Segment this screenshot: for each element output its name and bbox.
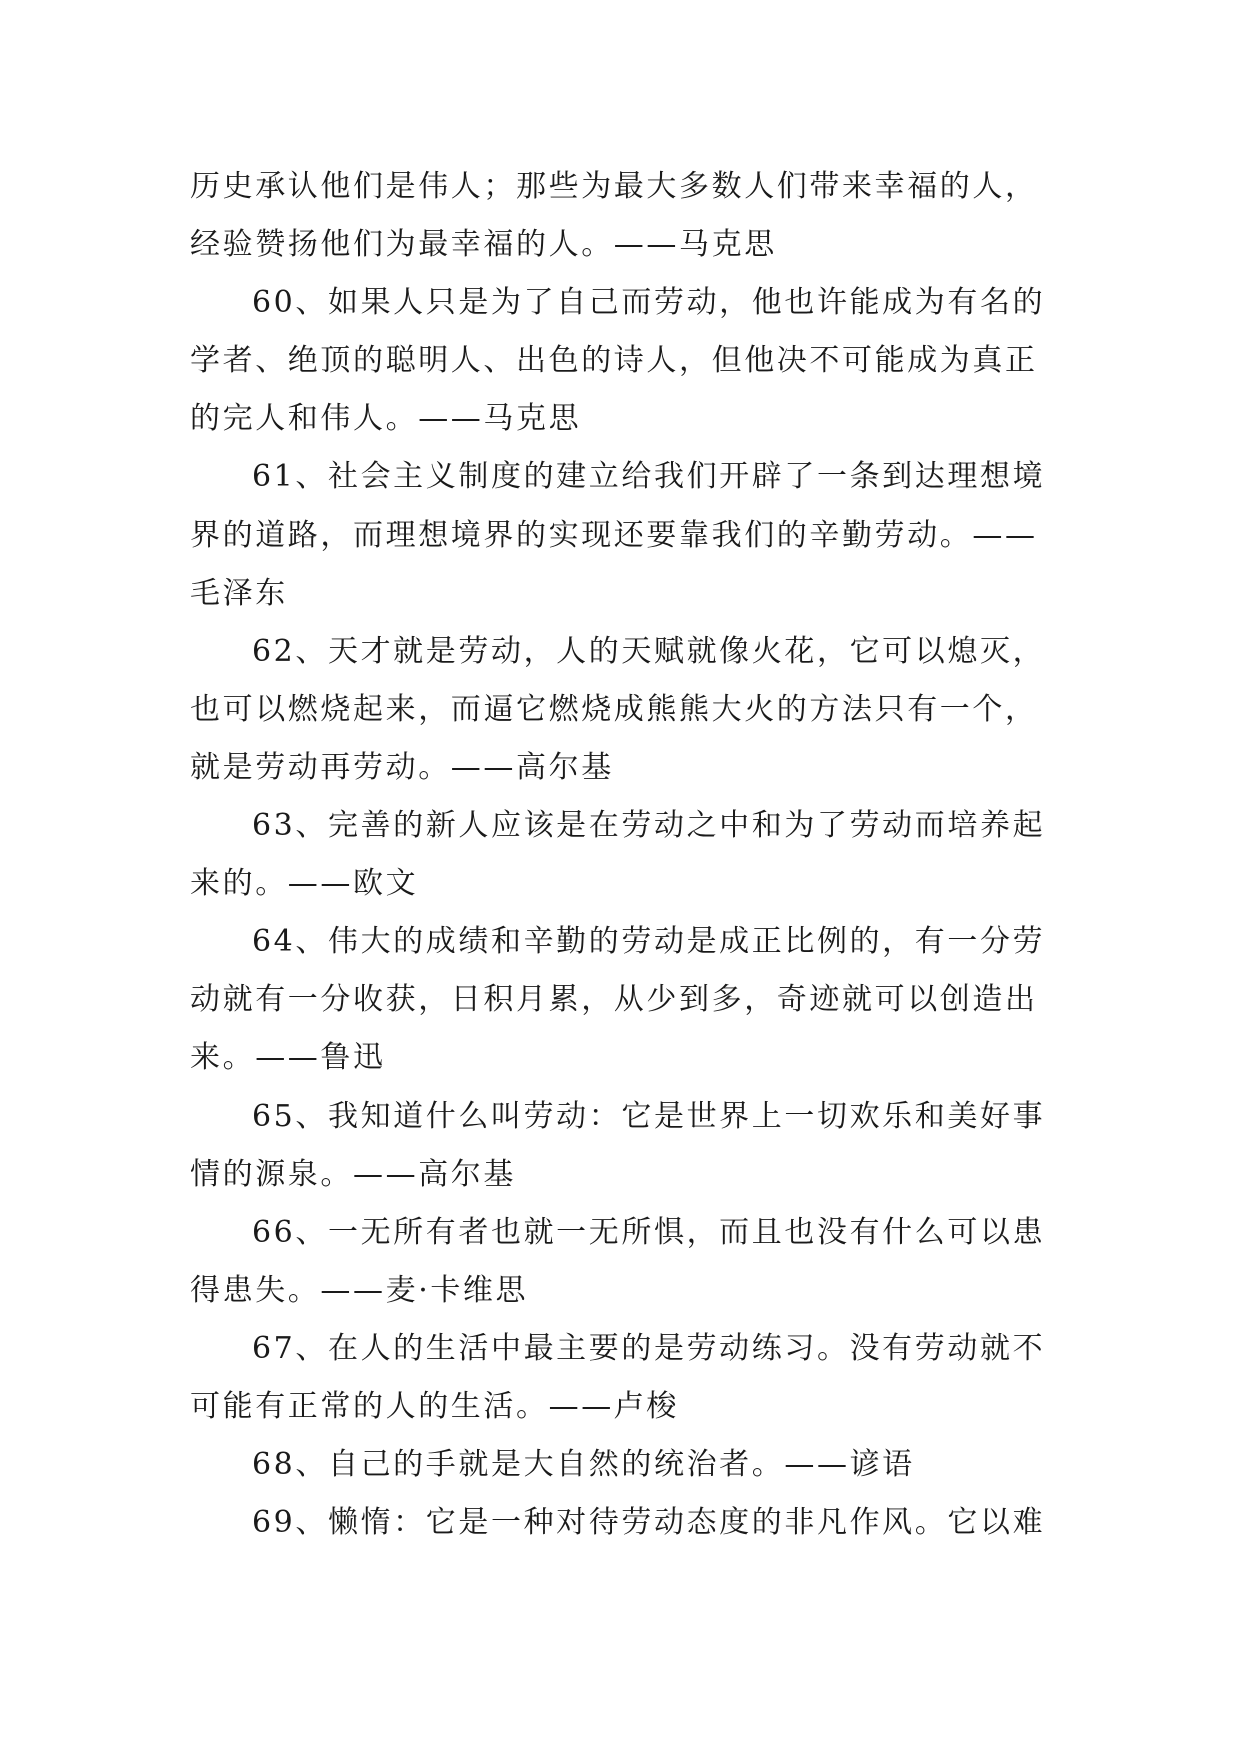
text-line: 68、自己的手就是大自然的统治者。——谚语 bbox=[252, 1447, 915, 1483]
text-line: 经验赞扬他们为最幸福的人。——马克思 bbox=[190, 227, 777, 263]
document-body bbox=[190, 158, 1070, 1552]
text-line: 得患失。——麦·卡维思 bbox=[190, 1272, 529, 1308]
text-line: 界的道路，而理想境界的实现还要靠我们的辛勤劳动。—— bbox=[190, 517, 1038, 553]
text-line: 67、在人的生活中最主要的是劳动练习。没有劳动就不 bbox=[252, 1330, 1046, 1366]
text-line: 来。——鲁迅 bbox=[190, 1040, 386, 1076]
text-line: 62、天才就是劳动，人的天赋就像火花，它可以熄灭， bbox=[252, 633, 1046, 669]
text-line: 69、懒惰：它是一种对待劳动态度的非凡作风。它以难 bbox=[252, 1505, 1046, 1541]
text-line: 毛泽东 bbox=[190, 575, 288, 611]
text-line: 63、完善的新人应该是在劳动之中和为了劳动而培养起 bbox=[252, 808, 1046, 844]
text-line: 65、我知道什么叫劳动：它是世界上一切欢乐和美好事 bbox=[252, 1098, 1046, 1134]
text-line: 可能有正常的人的生活。——卢梭 bbox=[190, 1388, 679, 1424]
text-line: 情的源泉。——高尔基 bbox=[190, 1156, 516, 1192]
text-line: 就是劳动再劳动。——高尔基 bbox=[190, 749, 614, 785]
text-line: 动就有一分收获，日积月累，从少到多，奇迹就可以创造出 bbox=[190, 982, 1038, 1018]
text-line: 60、如果人只是为了自己而劳动，他也许能成为有名的 bbox=[252, 285, 1046, 321]
text-line: 历史承认他们是伟人；那些为最大多数人们带来幸福的人， bbox=[190, 169, 1038, 204]
text-line: 61、社会主义制度的建立给我们开辟了一条到达理想境 bbox=[252, 459, 1046, 495]
text-line: 来的。——欧文 bbox=[190, 866, 419, 902]
text-line: 也可以燃烧起来，而逼它燃烧成熊熊大火的方法只有一个， bbox=[190, 691, 1038, 727]
text-line: 学者、绝顶的聪明人、出色的诗人，但他决不可能成为真正 bbox=[190, 343, 1038, 379]
text-line: 64、伟大的成绩和辛勤的劳动是成正比例的，有一分劳 bbox=[252, 924, 1046, 960]
text-line: 66、一无所有者也就一无所惧，而且也没有什么可以患 bbox=[252, 1214, 1046, 1250]
text-line: 的完人和伟人。——马克思 bbox=[190, 401, 582, 437]
